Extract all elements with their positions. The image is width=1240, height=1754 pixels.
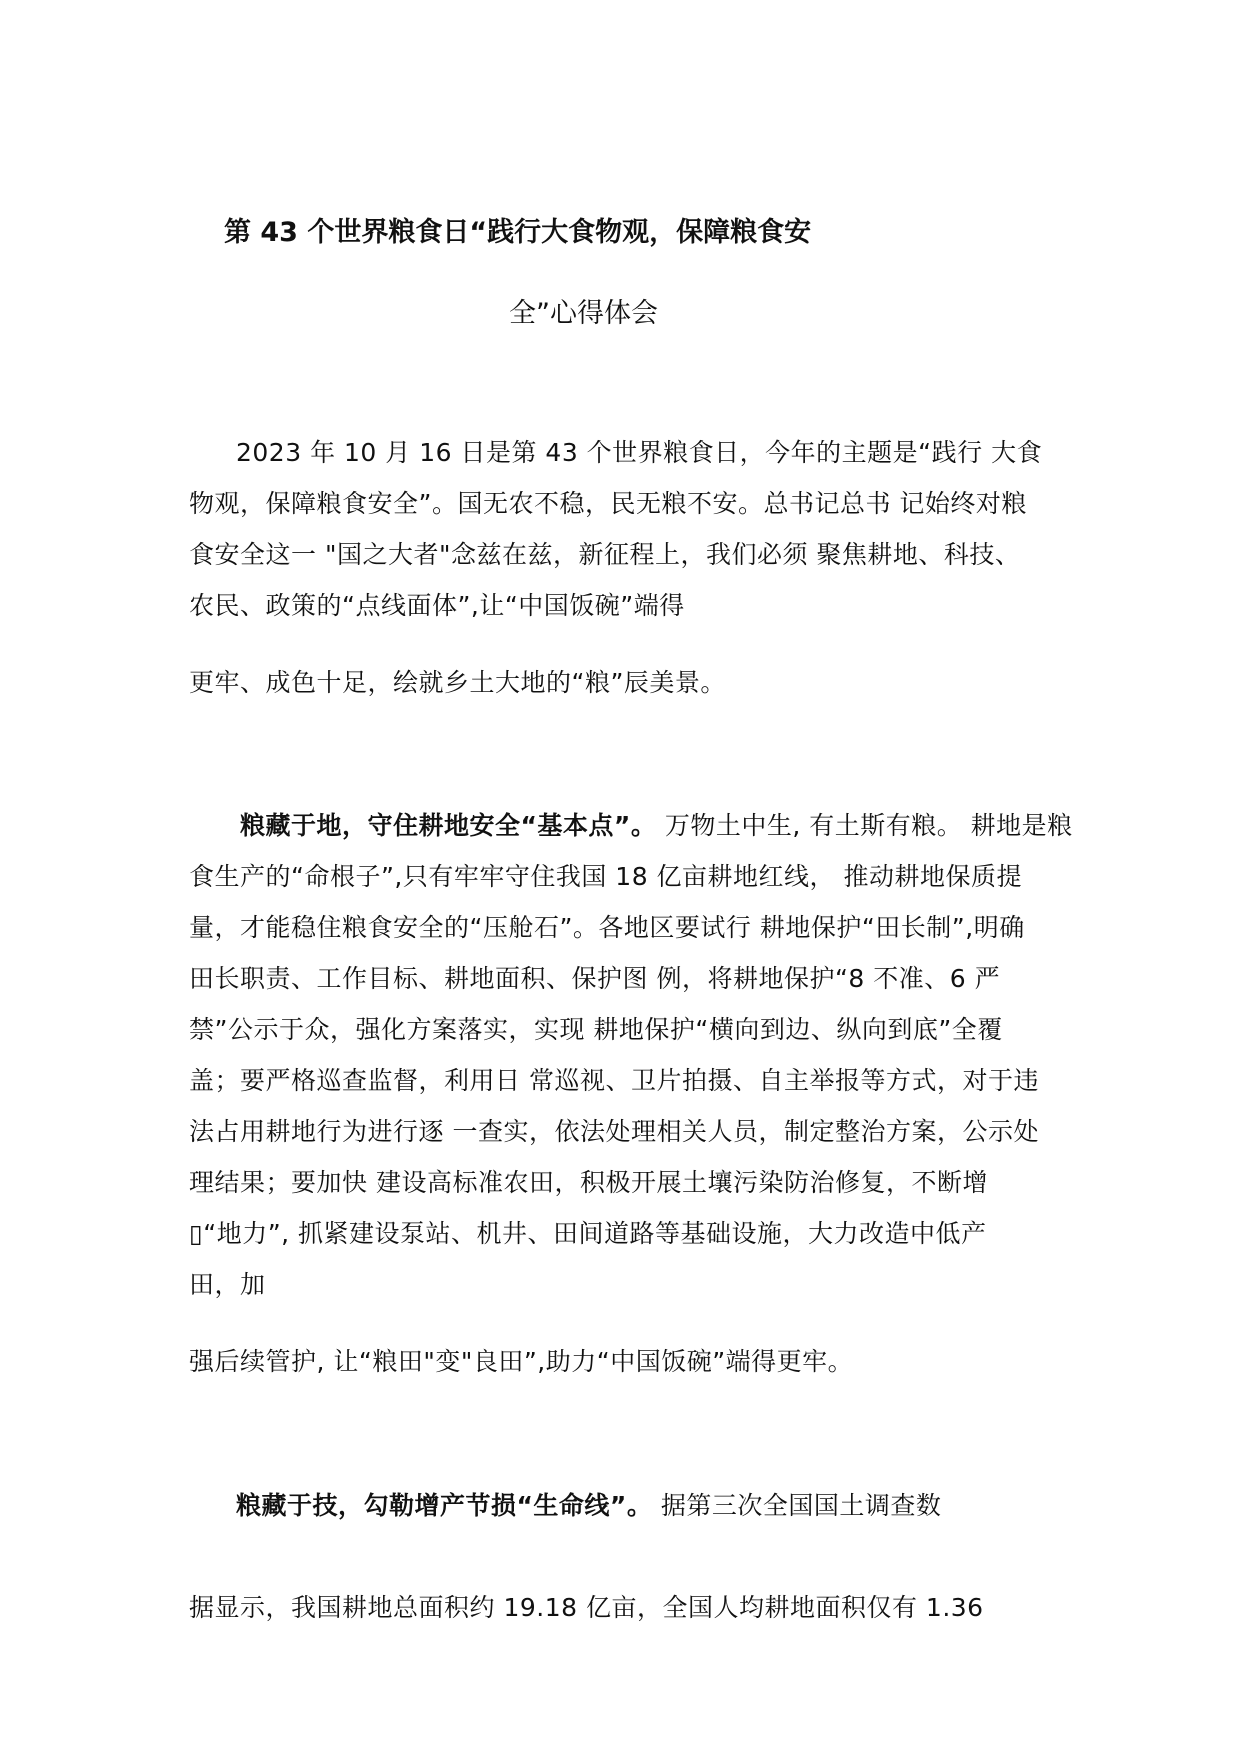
section1-line-2: 食生产的“命根子”,只有牢牢守住我国 18 亿亩耕地红线， 推动耕地保质提 <box>189 862 1023 891</box>
section1-first-line <box>240 810 1073 842</box>
intro-line-5: 更牢、成色十足，绘就乡土大地的“粮”辰美景。 <box>189 668 726 697</box>
section2-line-2: 据显示，我国耕地总面积约 19.18 亿亩，全国人均耕地面积仅有 1.36 <box>189 1593 984 1622</box>
intro-line-1: 2023 年 10 月 16 日是第 43 个世界粮食日，今年的主题是“践行 大食 <box>236 438 1043 467</box>
section2-first-line-rest: 据第三次全国国土调查数 <box>652 1491 942 1520</box>
document-title-line-2: 全”心得体会 <box>509 298 658 329</box>
section1-heading: 粮藏于地，守住耕地安全“基本点”。 <box>240 811 657 840</box>
intro-line-2: 物观，保障粮食安全”。国无农不稳，民无粮不安。总书记总书 记始终对粮 <box>189 489 1027 518</box>
section1-line-9: ▯“地力”, 抓紧建设泵站、机井、田间道路等基础设施，大力改造中低产 <box>189 1219 987 1248</box>
section1-line-3: 量，才能稳住粮食安全的“压舱石”。各地区要试行 耕地保护“田长制”,明确 <box>189 913 1025 942</box>
section1-line-6: 盖；要严格巡查监督，利用日 常巡视、卫片拍摄、自主举报等方式，对于违 <box>189 1066 1039 1095</box>
section1-line-10: 田，加 <box>189 1270 266 1299</box>
section1-line-5: 禁”公示于众，强化方案落实，实现 耕地保护“横向到边、纵向到底”全覆 <box>189 1015 1003 1044</box>
document-title-line-1: 第 43 个世界粮食日“践行大食物观，保障粮食安 <box>224 217 812 248</box>
section2-heading: 粮藏于技，勾勒增产节损“生命线”。 <box>236 1491 653 1520</box>
section1-line-11: 强后续管护, 让“粮田"变"良田”,助力“中国饭碗”端得更牢。 <box>189 1347 854 1376</box>
intro-line-4: 农民、政策的“点线面体”,让“中国饭碗”端得 <box>189 591 685 620</box>
section2-first-line <box>236 1490 941 1522</box>
section1-line-4: 田长职责、工作目标、耕地面积、保护图 例，将耕地保护“8 不准、6 严 <box>189 964 1001 993</box>
section1-line-7: 法占用耕地行为进行逐 一查实，依法处理相关人员，制定整治方案，公示处 <box>189 1117 1039 1146</box>
intro-line-3: 食安全这一 "国之大者"念兹在兹，新征程上，我们必须 聚焦耕地、科技、 <box>189 540 1021 569</box>
section1-line-8: 理结果；要加快 建设高标准农田，积极开展土壤污染防治修复，不断增 <box>189 1168 988 1197</box>
section1-first-line-rest: 万物土中生, 有土斯有粮。 耕地是粮 <box>656 811 1073 840</box>
